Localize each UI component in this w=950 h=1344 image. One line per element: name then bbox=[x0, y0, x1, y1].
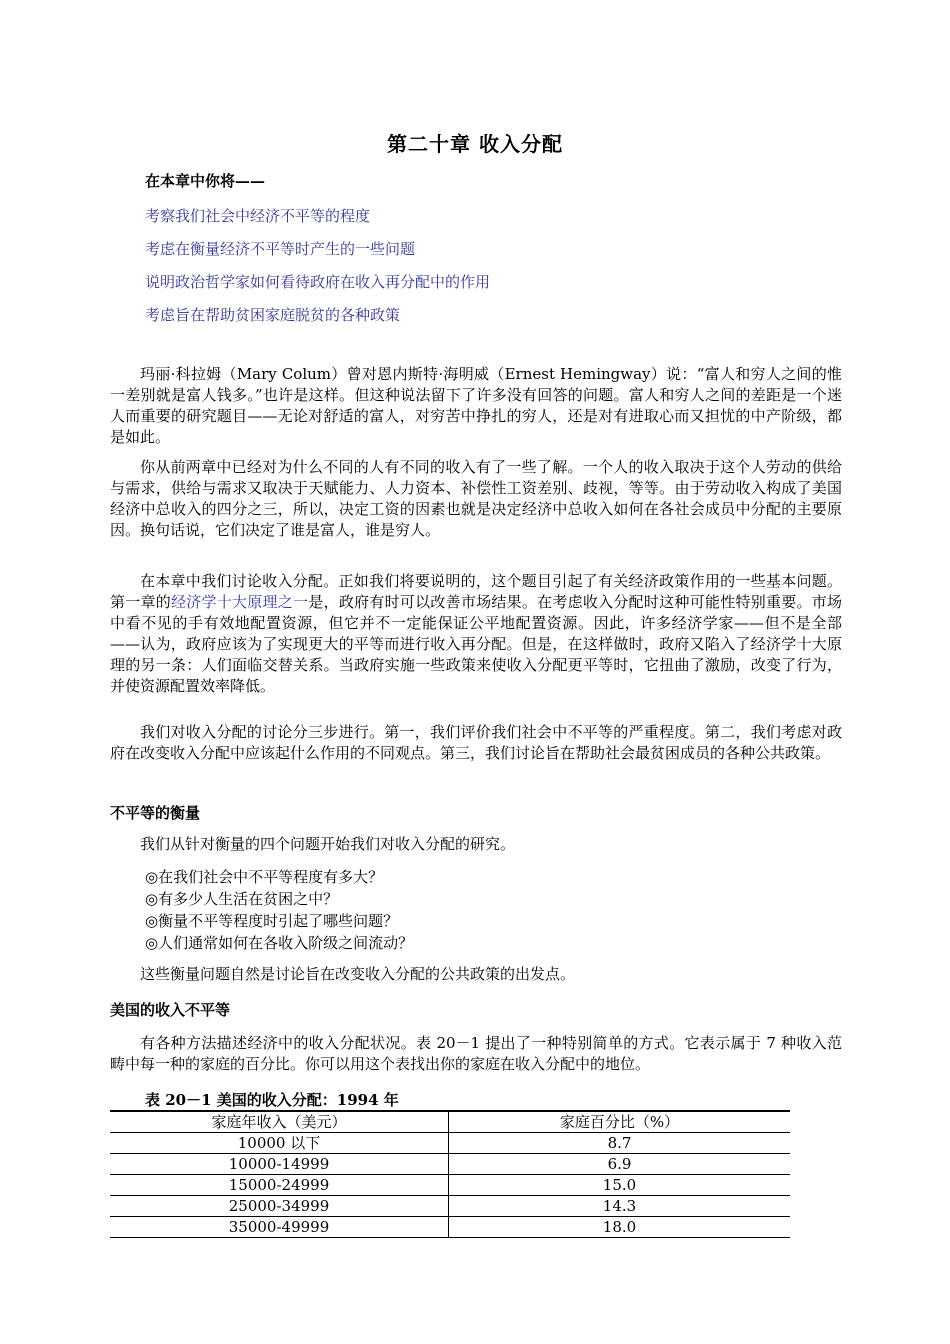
table-caption: 表 20－1 美国的收入分配：1994 年 bbox=[145, 1091, 399, 1109]
objective-item: 考虑在衡量经济不平等时产生的一些问题 bbox=[145, 240, 416, 258]
column-header-income: 家庭年收入（美元） bbox=[110, 1111, 449, 1133]
question-item: ◎人们通常如何在各收入阶级之间流动？ bbox=[145, 934, 414, 952]
paragraph-colum-quote: 玛丽·科拉姆（Mary Colum）曾对恩内斯特·海明威（Ernest Hemingway）说：“富人和穷人之间的惟一差别就是富人钱多。”也许是这样。但这种说法留下了许多没有回答的问题。富人和穷人之间的差距是一个迷人而重要的研究题目——无论对舒适的富人，对穷苦中挣扎的穷人，还是对有进取心而又担忧的中产阶级，都是如此。 bbox=[110, 365, 842, 446]
percent-cell: 18.0 bbox=[602, 1218, 637, 1236]
table-row bbox=[110, 1154, 790, 1175]
questions-list bbox=[145, 866, 413, 954]
section-heading-measurement: 不平等的衡量 bbox=[110, 804, 201, 822]
percent-cell: 14.3 bbox=[602, 1197, 637, 1215]
percent-cell: 15.0 bbox=[602, 1176, 637, 1194]
question-item: ◎有多少人生活在贫困之中？ bbox=[145, 890, 339, 908]
table-row bbox=[110, 1217, 790, 1238]
objective-item: 说明政治哲学家如何看待政府在收入再分配中的作用 bbox=[145, 273, 491, 291]
table-row bbox=[110, 1133, 790, 1154]
objectives-list bbox=[145, 200, 490, 332]
paragraph-chapter-scope bbox=[110, 571, 842, 697]
percent-cell: 6.9 bbox=[607, 1155, 632, 1173]
objective-item: 考察我们社会中经济不平等的程度 bbox=[145, 207, 371, 225]
paragraph-text: 在本章中我们讨论收入分配。正如我们将要说明的，这个题目引起了有关经济政策作用的一些基本问题。第一章的 bbox=[110, 572, 842, 611]
objective-item: 考虑旨在帮助贫困家庭脱贫的各种政策 bbox=[145, 306, 401, 324]
percent-cell: 8.7 bbox=[607, 1134, 632, 1152]
table-row bbox=[110, 1196, 790, 1217]
chapter-title: 第二十章 收入分配 bbox=[387, 132, 563, 156]
income-distribution-table bbox=[110, 1110, 790, 1238]
table-header-row bbox=[110, 1111, 790, 1133]
paragraph-income-determinants: 你从前两章中已经对为什么不同的人有不同的收入有了一些了解。一个人的收入取决于这个人劳动的供给与需求，供给与需求又取决于天赋能力、人力资本、补偿性工资差别、歧视，等等。由于劳动收入构成了美国经济中总收入的四分之三，所以，决定工资的因素也就是决定经济中总收入如何在各社会成员中分配的主要原因。换句话说，它们决定了谁是富人，谁是穷人。 bbox=[110, 458, 842, 539]
section-heading-us-inequality: 美国的收入不平等 bbox=[110, 1001, 231, 1019]
income-cell: 10000 以下 bbox=[110, 1133, 449, 1154]
paragraph-table-intro: 有各种方法描述经济中的收入分配状况。表 20－1 提出了一种特别简单的方式。它表示属于 7 种收入范畴中每一种的家庭的百分比。你可以用这个表找出你的家庭在收入分配中的地位。 bbox=[110, 1034, 842, 1073]
question-item: ◎在我们社会中不平等程度有多大？ bbox=[145, 868, 384, 886]
paragraph-text: 是，政府有时可以改善市场结果。在考虑收入分配时这种可能性特别重要。市场中看不见的手有效地配置资源，但它并不一定能保证公平地配置资源。因此，许多经济学家——但不是全部——认为，政府应该为了实现更大的平等而进行收入再分配。但是，在这样做时，政府又陷入了经济学十大原理的另一条：人们面临交替关系。当政府实施一些政策来使收入分配更平等时，它扭曲了激励，改变了行为，并使资源配置效率降低。 bbox=[110, 593, 842, 695]
ten-principles-link[interactable]: 经济学十大原理之一 bbox=[171, 593, 309, 611]
paragraph-four-questions: 我们从针对衡量的四个问题开始我们对收入分配的研究。 bbox=[140, 835, 516, 853]
paragraph-three-steps: 我们对收入分配的讨论分三步进行。第一，我们评价我们社会中不平等的严重程度。第二，我们考虑对政府在改变收入分配中应该起什么作用的不同观点。第三，我们讨论旨在帮助社会最贫困成员的各种公共政策。 bbox=[110, 723, 842, 762]
table-row bbox=[110, 1175, 790, 1196]
income-cell: 10000-14999 bbox=[110, 1154, 449, 1175]
column-header-percent: 家庭百分比（%） bbox=[559, 1113, 680, 1131]
income-cell: 15000-24999 bbox=[110, 1175, 449, 1196]
intro-heading: 在本章中你将—— bbox=[145, 172, 266, 190]
income-cell: 35000-49999 bbox=[110, 1217, 449, 1238]
question-item: ◎衡量不平等程度时引起了哪些问题？ bbox=[145, 912, 399, 930]
income-cell: 25000-34999 bbox=[110, 1196, 449, 1217]
paragraph-starting-point: 这些衡量问题自然是讨论旨在改变收入分配的公共政策的出发点。 bbox=[140, 965, 576, 983]
